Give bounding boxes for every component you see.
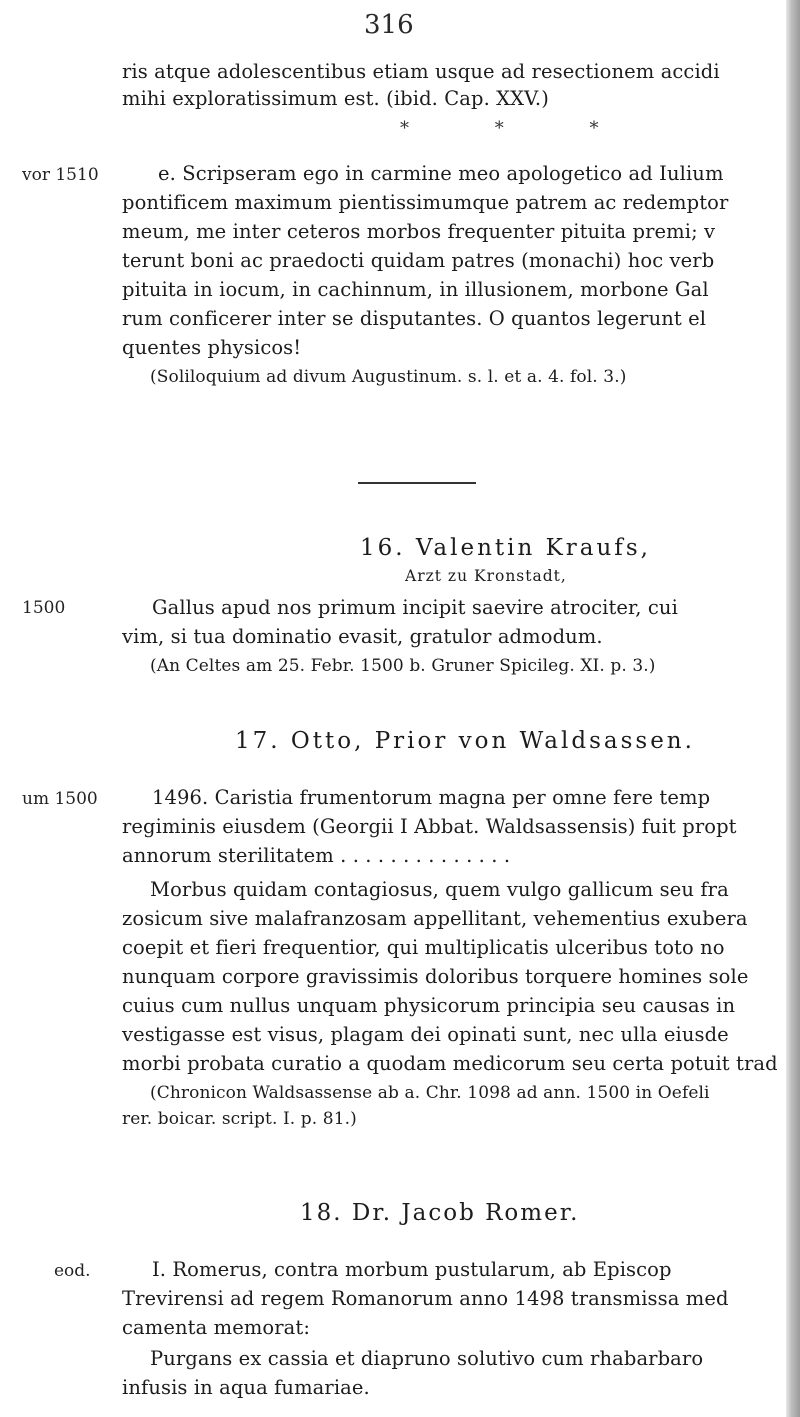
text-line: pontificem maximum pientissimumque patrem ac redemptor xyxy=(122,191,729,214)
text-line: vim, si tua dominatio evasit, gratulor admodum. xyxy=(122,625,603,648)
text-line: 1496. Caristia frumentorum magna per omne fere temp xyxy=(152,786,711,809)
text-line: pituita in iocum, in cachinnum, in illusionem, morbone Gal xyxy=(122,278,709,301)
text-line: meum, me inter ceteros morbos frequenter pituita premi; v xyxy=(122,220,716,243)
text-line: camenta memorat: xyxy=(122,1316,311,1339)
text-line: nunquam corpore gravissimis doloribus torquere homines sole xyxy=(122,965,749,988)
text-line: mihi exploratissimum est. (ibid. Cap. XXV.) xyxy=(122,87,549,110)
text-line: vestigasse est visus, plagam dei opinati sunt, nec ulla eiusde xyxy=(122,1023,729,1046)
text-line: coepit et fieri frequentior, qui multiplicatis ulceribus toto no xyxy=(122,936,725,959)
section-heading: 16. Valentin Kraufs, xyxy=(360,535,651,561)
section-heading: 17. Otto, Prior von Waldsassen. xyxy=(235,728,695,754)
citation: (An Celtes am 25. Febr. 1500 b. Gruner Spicileg. XI. p. 3.) xyxy=(150,656,656,676)
citation: (Chronicon Waldsassense ab a. Chr. 1098 ad ann. 1500 in Oefeli xyxy=(150,1083,710,1103)
section-subheading: Arzt zu Kronstadt, xyxy=(405,567,567,585)
text-line: Morbus quidam contagiosus, quem vulgo gallicum seu fra xyxy=(150,878,729,901)
margin-note: eod. xyxy=(54,1261,91,1281)
text-line: annorum sterilitatem . . . . . . . . . . . . . . xyxy=(122,844,511,867)
text-line: I. Romerus, contra morbum pustularum, ab Episcop xyxy=(152,1258,672,1281)
text-line: regiminis eiusdem (Georgii I Abbat. Waldsassensis) fuit propt xyxy=(122,815,737,838)
text-line: zosicum sive malafranzosam appellitant, vehementius exubera xyxy=(122,907,748,930)
page-edge-shadow xyxy=(786,0,800,1417)
margin-note: 1500 xyxy=(22,598,66,618)
text-line: infusis in aqua fumariae. xyxy=(122,1376,370,1399)
citation: rer. boicar. script. I. p. 81.) xyxy=(122,1109,357,1129)
text-line: Trevirensi ad regem Romanorum anno 1498 transmissa med xyxy=(122,1287,729,1310)
text-line: morbi probata curatio a quodam medicorum seu certa potuit trad xyxy=(122,1052,778,1075)
text-line: quentes physicos! xyxy=(122,336,302,359)
section-heading: 18. Dr. Jacob Romer. xyxy=(300,1200,580,1226)
text-line: terunt boni ac praedocti quidam patres (monachi) hoc verb xyxy=(122,249,715,272)
citation: (Soliloquium ad divum Augustinum. s. l. et a. 4. fol. 3.) xyxy=(150,367,627,387)
text-line: e. Scripseram ego in carmine meo apologetico ad Iulium xyxy=(158,162,724,185)
text-line: Gallus apud nos primum incipit saevire atrociter, cui xyxy=(152,596,678,619)
section-stars: * * * xyxy=(400,118,639,139)
text-line: cuius cum nullus unquam physicorum principia seu causas in xyxy=(122,994,736,1017)
margin-note: vor 1510 xyxy=(22,165,99,185)
text-line: Purgans ex cassia et diapruno solutivo cum rhabarbaro xyxy=(150,1347,704,1370)
margin-note: um 1500 xyxy=(22,789,98,809)
text-line: rum conficerer inter se disputantes. O quantos legerunt el xyxy=(122,307,707,330)
page-number: 316 xyxy=(364,10,414,40)
section-divider xyxy=(358,482,476,484)
text-line: ris atque adolescentibus etiam usque ad resectionem accidi xyxy=(122,60,720,83)
